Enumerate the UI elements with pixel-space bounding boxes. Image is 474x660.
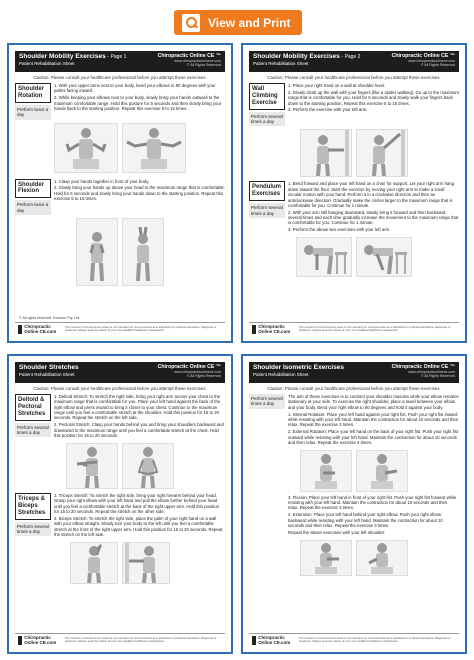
footer-logo-text: Chiropractic Online CE.com (258, 635, 291, 645)
external-rotation-illustration (356, 450, 408, 492)
triceps-stretch-illustration (70, 542, 118, 584)
footer-disclaimer: The content on this document sheet is not intended nor recommended as a substitute for professional advice. Diagnosis or treatment. Always seek the advice of your own qualified healthcare professional. (64, 324, 217, 332)
deltoid-stretch-illustration (66, 443, 118, 489)
exercise-block (249, 83, 459, 126)
flexion-illustration (300, 540, 352, 576)
sheet-card-mobility-page-2[interactable] (241, 43, 467, 343)
search-document-icon (182, 14, 200, 32)
footer-logo-text: Chiropractic Online CE.com (24, 635, 57, 645)
sheet-footer (15, 322, 225, 335)
sheet-header (15, 362, 225, 383)
caution-note: Caution: Please consult your healthcare professional before you attempt these exercises. (33, 75, 207, 80)
brand-rights: © All Rights Reserved (420, 63, 455, 67)
exercise-step: 1. Bend forward and place your left hand on a chair for support. Let your right arm hang down toward the floor. Start the exercise by moving your right arm to make a small circular motion with your hand. Perform it in a clockwise direction and then an anticlockwise direction. Gradually make the circles larger to the maximum range that is comfortable for you. Continue for 1 minute. (288, 181, 455, 208)
sheet-subtitle: Patient Rehabilitation Sheet (253, 372, 309, 377)
brand-rights: © All Rights Reserved (186, 374, 221, 378)
exercise-frequency: Perform twice a day (15, 105, 51, 120)
sheet-page (15, 51, 225, 335)
exercise-name: Pendulum Exercises (249, 181, 285, 201)
exercise-frequency: Perform several times a day (15, 423, 51, 438)
brand-site: www.chiropracticonlinece.com (174, 370, 221, 374)
sheet-card-stretches[interactable] (7, 354, 233, 654)
footer-logo-text: Chiropractic Online CE.com (24, 324, 57, 334)
biceps-stretch-illustration (122, 542, 170, 584)
sheet-subtitle: Patient Rehabilitation Sheet (19, 372, 75, 377)
sheet-card-mobility-page-1[interactable] (7, 43, 233, 343)
exercise-step: 1. Internal Rotation: Place your left hand against your right fist. Push your right fist inward while resisting with your left hand. Maintain the contraction for about 10 seconds and then relax. Repeat the exercise 3 times. (288, 411, 459, 428)
exercise-block (249, 394, 459, 447)
shoulder-flexion-illustration-2 (122, 218, 164, 286)
footer-disclaimer: The content on this document sheet is not intended nor recommended as a substitute for professional advice. Diagnosis or treatment. Always seek the advice of your own qualified healthcare professional. (64, 635, 217, 643)
wall-climb-illustration-2 (356, 129, 408, 177)
illustration-row (249, 450, 459, 492)
exercise-step: 1. Deltoid Stretch: To stretch the right side, bring your right arm across your chest to the maximum range that is comfortable for you. Place your left hand against the back of the right elbow and press inward to bring it closer to your chest. Continue to the maximum range until you feel a comfortable stretch at the shoulder. Hold this position for 15 to 20 seconds. Repeat the stretch on the left side. (54, 394, 221, 421)
exercise-intro: The aim of these exercises is to contract your shoulder muscles while your elbow remains stationary at your side. To exercise the right shoulder, place a towel between your elbow and your body. Bend your right elbow to 90 degrees and hold it against your body. (288, 394, 459, 410)
exercise-block (15, 394, 225, 440)
copyright-line: © All rights reserved. Educom Pty. Ltd. (19, 316, 81, 320)
exercise-step: 4. Extension: Place your left hand behind your right elbow. Push your right elbow backward while resisting with your left hand. Maintain the contraction for about 10 seconds and then relax. Repeat the exercise 3 times. (288, 512, 443, 529)
sheet-page (15, 362, 225, 646)
pendulum-illustration-2 (356, 237, 412, 277)
exercise-step: 2. While keeping your elbows next to your body, slowly bring your hands outward to the maximum comfortable range. Hold this posture for 5 seconds and then slowly bring your hands back to the starting position. Repeat this exercise 5 to 15 times. (54, 95, 222, 111)
exercise-step: 1. With your upper arms next to your body, bend your elbows to 90 degrees with your palms facing inward. (54, 83, 216, 94)
caution-note: Caution: Please consult your healthcare professional before you attempt these exercises. (33, 386, 207, 391)
sheet-page-number: - Page 1 (107, 54, 127, 60)
sheet-card-isometric[interactable] (241, 354, 467, 654)
shoulder-rotation-outward-illustration (122, 123, 186, 173)
pendulum-illustration-1 (296, 237, 352, 277)
exercise-frequency: Perform several times a day (249, 112, 285, 127)
sheet-title: Shoulder Mobility Exercises (253, 53, 340, 60)
sheet-footer (249, 322, 459, 335)
exercise-name: Shoulder Rotation (15, 83, 51, 103)
illustration-row (15, 218, 225, 286)
sheet-header (249, 51, 459, 72)
caution-note: Caution: Please consult your healthcare professional before you attempt these exercises. (267, 75, 441, 80)
exercise-step: 1. Clasp your hands together in front of your body. (54, 178, 150, 184)
exercise-frequency: Perform several times a day (15, 522, 51, 537)
sheet-footer (15, 633, 225, 646)
brand-rights: © All Rights Reserved (186, 63, 221, 67)
exercise-step: 3. Perform the above two exercises with your left arm. (288, 227, 391, 233)
sheet-subtitle: Patient Rehabilitation Sheet (19, 61, 75, 66)
shoulder-rotation-illustration (54, 123, 118, 173)
brand-site: www.chiropracticonlinece.com (408, 59, 455, 63)
exercise-step: 2. Pectoral Stretch: Clasp your hands behind you and bring your shoulders backward and downward to the maximum range until you feel a comfortable stretch at the chest. Hold this position for 15 to 20 seconds. (54, 422, 224, 439)
exercise-name: Shoulder Flexion (15, 179, 51, 199)
illustration-row (15, 542, 225, 584)
sheet-header (15, 51, 225, 72)
sheet-title: Shoulder Stretches (19, 364, 79, 371)
brand-logo-icon (252, 636, 256, 645)
exercise-step: 1. Triceps Stretch: To stretch the right side, bring your right forearm behind your head. Grasp your right elbow with your left hand and pull the elbow further behind your head until you feel a comfortable stretch at the back of the right upper arm. Hold this position for 15 to 20 seconds. Repeat the stretch on the other side. (54, 492, 220, 514)
view-and-print-label: View and Print (208, 15, 291, 30)
brand-name: Chiropractic Online CE ™ (391, 53, 455, 59)
exercise-frequency: Perform several times a day (249, 203, 285, 218)
illustration-row (249, 540, 459, 576)
exercise-frequency: Perform several times a day (249, 394, 285, 409)
footer-disclaimer: The content on this document sheet is not intended nor recommended as a substitute for professional advice. Diagnosis or treatment. Always seek the advice of your own qualified healthcare professional. (298, 635, 451, 643)
shoulder-flexion-illustration-1 (76, 218, 118, 286)
exercise-step: 2. Biceps Stretch: To stretch the right side, place the palm of your right hand on a wall with your elbow straight. Slowly turn your body to the left until you feel a comfortable stretch at the front of the right upper arm. Hold this position for 15 to 20 seconds. Repeat the stretch on the left side. (54, 515, 223, 537)
exercise-name: Wall Climbing Exercise (249, 83, 285, 110)
illustration-row (249, 237, 459, 277)
brand-site: www.chiropracticonlinece.com (408, 370, 455, 374)
sheet-page (249, 51, 459, 335)
exercise-block (249, 495, 459, 537)
brand-rights: © All Rights Reserved (420, 374, 455, 378)
exercise-frequency: Perform twice a day (15, 200, 51, 215)
sheet-page-number: - Page 2 (341, 54, 361, 60)
exercise-step: 1. Place your right hand on a wall at shoulder level. (288, 83, 386, 88)
exercise-name: Triceps & Biceps Stretches (15, 493, 51, 520)
sheet-page (249, 362, 459, 646)
brand-logo-icon (18, 636, 22, 645)
brand-name: Chiropractic Online CE ™ (157, 364, 221, 370)
exercise-step: 3. Flexion: Place your left hand in front of your right fist. Push your right fist forward while resisting with your left hand. Maintain the contraction for about 10 seconds and then relax. Repeat the exercise 3 times. (288, 494, 457, 511)
brand-name: Chiropractic Online CE ™ (391, 364, 455, 370)
footer-logo-text: Chiropractic Online CE.com (258, 324, 291, 334)
exercise-step: 2. Slowly bring your hands up above your head to the maximum range that is comfortable. Hold for 5 seconds and slowly bring your hands down to the starting position. Repeat this exercise 5 to 15 times. (54, 185, 226, 202)
brand-logo-icon (252, 325, 256, 334)
illustration-row (249, 129, 459, 177)
exercise-block (15, 493, 225, 539)
internal-rotation-illustration (300, 450, 352, 492)
brand-name: Chiropractic Online CE ™ (157, 53, 221, 59)
extension-illustration (356, 540, 408, 576)
exercise-name: Deltoid & Pectoral Stretches (15, 394, 51, 421)
exercise-block (249, 181, 459, 234)
brand-logo-icon (18, 325, 22, 334)
view-and-print-button[interactable] (174, 10, 302, 35)
sheet-subtitle: Patient Rehabilitation Sheet (253, 61, 309, 66)
exercise-step: 2. With your arm still hanging downward, slowly bring it forward and then backward several times and each time gradually increase the movement to the maximum range that is comfortable for you. Continue for 1 minute. (288, 209, 459, 226)
footer-disclaimer: The content on this document sheet is not intended nor recommended as a substitute for professional advice. Diagnosis or treatment. Always seek the advice of your own qualified healthcare professional. (298, 324, 451, 332)
exercise-step: Repeat the above exercises with your left shoulder. (288, 529, 386, 535)
illustration-row (15, 123, 225, 173)
exercise-step: 2. External Rotation: Place your left hand on the back of your right fist. Push your right fist outward while resisting with your left hand. Maintain the contraction for about 10 seconds and then relax. Repeat the exercise 3 times. (288, 429, 459, 445)
sheet-title: Shoulder Mobility Exercises (19, 53, 106, 60)
pectoral-stretch-illustration (122, 443, 174, 489)
sheet-title: Shoulder Isometric Exercises (253, 364, 345, 371)
exercise-block (15, 179, 225, 216)
sheet-footer (249, 633, 459, 646)
brand-site: www.chiropracticonlinece.com (174, 59, 221, 63)
exercise-step: 2. Slowly climb up the wall with your fingers (like a spider walking). Go up to the maximum range that is comfortable for you. Hold for 5 seconds and slowly walk your fingers back down to the starting position. Repeat this exercise 5 to 15 times. (288, 89, 459, 106)
illustration-row (15, 443, 225, 489)
wall-climb-illustration-1 (300, 129, 352, 177)
exercise-block (15, 83, 225, 120)
caution-note: Caution: Please consult your healthcare professional before you attempt these exercises. (267, 386, 441, 391)
exercise-step: 3. Perform the exercise with your left arm. (288, 107, 368, 113)
sheet-header (249, 362, 459, 383)
